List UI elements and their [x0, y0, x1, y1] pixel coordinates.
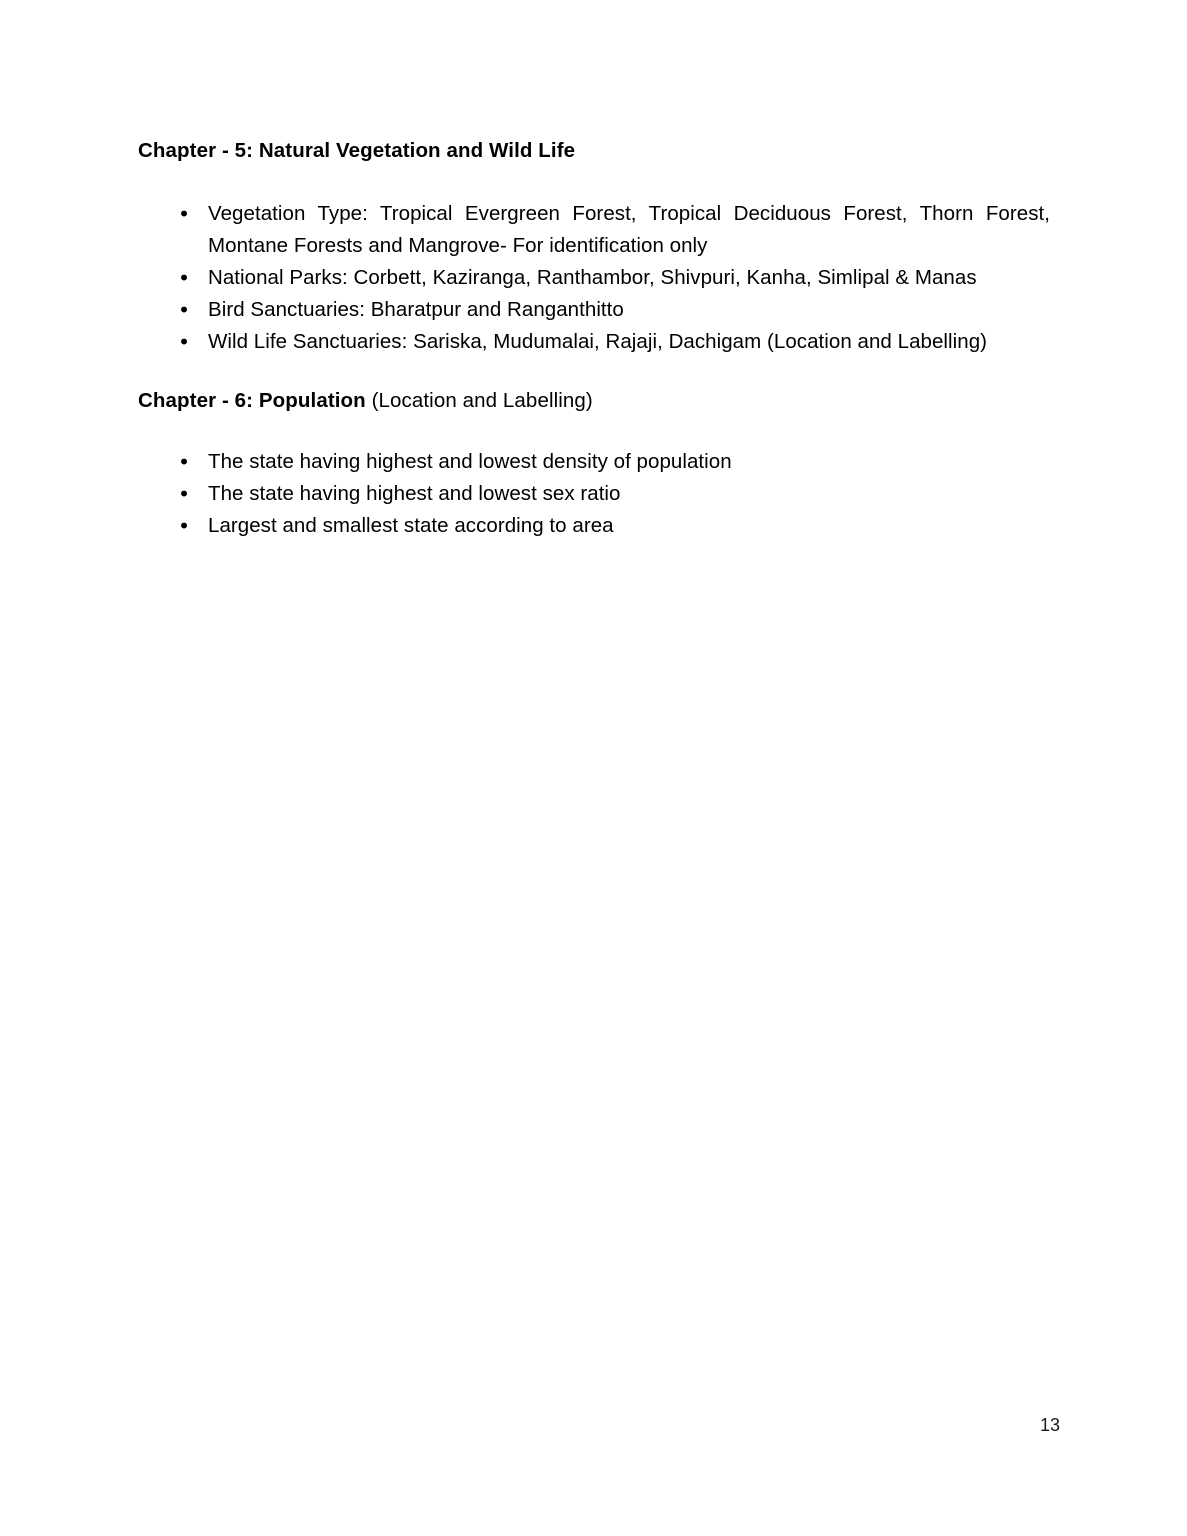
list-item-text: The state having highest and lowest density of population	[208, 450, 732, 473]
list-item	[138, 198, 1050, 262]
list-item	[138, 326, 1050, 358]
list-item	[138, 294, 1050, 326]
list-item	[138, 510, 1050, 542]
list-item	[138, 478, 1050, 510]
list-item-text: The state having highest and lowest sex ratio	[208, 482, 621, 505]
list-item-text: National Parks: Corbett, Kaziranga, Ranthambor, Shivpuri, Kanha, Simlipal & Manas	[208, 266, 977, 289]
chapter-5-heading-bold: Chapter - 5: Natural Vegetation and Wild Life	[138, 139, 576, 162]
bullet-marker-icon: •	[178, 266, 191, 290]
page-number: 13	[1039, 1415, 1060, 1435]
chapter-6-heading	[138, 386, 1050, 416]
spacer-after-chapter-6-heading	[138, 416, 1050, 446]
spacer-before-chapter-6-heading	[138, 358, 1050, 386]
chapter-6-heading-regular: (Location and Labelling)	[365, 389, 593, 412]
list-item	[138, 262, 1050, 294]
spacer-after-chapter-5-heading	[138, 166, 1050, 198]
bullet-marker-icon: •	[178, 514, 191, 538]
chapter-6-bullet-list	[138, 446, 1050, 542]
bullet-marker-icon: •	[178, 202, 191, 226]
list-item-text: Wild Life Sanctuaries: Sariska, Mudumalai, Rajaji, Dachigam (Location and Labelling)	[208, 330, 988, 353]
chapter-5-bullet-list	[138, 198, 1050, 358]
chapter-6-heading-bold: Chapter - 6: Population	[138, 389, 366, 412]
list-item-text: Bird Sanctuaries: Bharatpur and Ranganthitto	[208, 298, 624, 321]
bullet-marker-icon: •	[178, 482, 191, 506]
bullet-marker-icon: •	[178, 450, 191, 474]
page-content	[138, 136, 1050, 542]
list-item-text: Vegetation Type: Tropical Evergreen Forest, Tropical Deciduous Forest, Thorn Forest, Montane Forests and Mangrove- For identification only	[208, 202, 1050, 257]
list-item	[138, 446, 1050, 478]
chapter-5-heading	[138, 136, 1050, 166]
bullet-marker-icon: •	[178, 298, 191, 322]
bullet-marker-icon: •	[178, 330, 191, 354]
list-item-text: Largest and smallest state according to area	[208, 514, 614, 537]
